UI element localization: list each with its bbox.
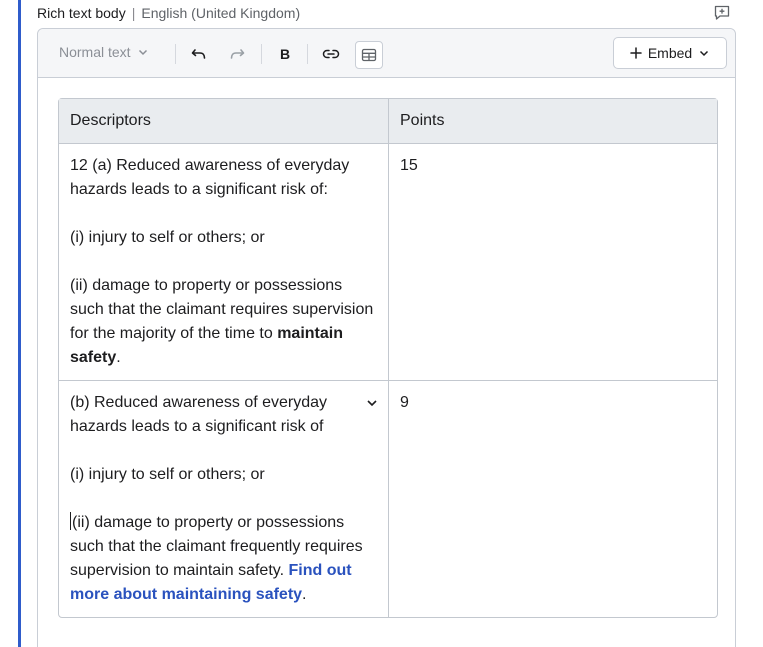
embed-label: Embed xyxy=(647,45,693,61)
text-cursor xyxy=(70,512,71,530)
descriptor-table[interactable] xyxy=(58,98,718,618)
descriptor-text: (ii) damage to property or possessions such that the claimant frequently requires supervision to maintain safety. Find out more about maintaining safety. xyxy=(70,514,363,603)
text-style-dropdown[interactable] xyxy=(59,44,149,60)
label-separator: | xyxy=(131,5,136,21)
link-button[interactable] xyxy=(317,41,345,67)
bold-label: B xyxy=(279,46,291,62)
table-row xyxy=(59,144,717,381)
cell-menu-chevron-icon[interactable] xyxy=(365,396,379,410)
plus-icon xyxy=(630,47,642,59)
link-icon xyxy=(322,48,340,60)
descriptor-text: (ii) damage to property or possessions such that the claimant requires supervision for the majority of the time to maintain safety. xyxy=(70,277,374,366)
locale-label: English (United Kingdom) xyxy=(141,5,301,21)
toolbar-separator xyxy=(307,44,308,64)
focus-accent-bar xyxy=(18,0,21,647)
toolbar-separator xyxy=(175,44,176,64)
toolbar-separator xyxy=(261,44,262,64)
descriptor-text: 12 (a) Reduced awareness of everyday hazards leads to a significant risk of: xyxy=(70,157,350,198)
rich-text-editor[interactable] xyxy=(37,28,736,647)
comment-plus-icon[interactable] xyxy=(713,5,731,21)
table-icon xyxy=(361,48,377,62)
descriptor-text: (i) injury to self or others; or xyxy=(70,229,265,246)
points-cell[interactable]: 9 xyxy=(400,394,409,411)
chevron-down-icon xyxy=(137,46,149,58)
field-label: Rich text body xyxy=(37,5,126,21)
undo-button[interactable] xyxy=(185,41,213,67)
descriptor-text: (b) Reduced awareness of everyday hazards leads to a significant risk of xyxy=(70,394,328,435)
embed-button[interactable] xyxy=(613,37,727,69)
table-button[interactable] xyxy=(355,41,383,69)
redo-button[interactable] xyxy=(223,41,251,67)
table-row xyxy=(59,381,717,617)
column-header-points[interactable]: Points xyxy=(389,99,717,144)
maintaining-safety-link[interactable]: Find out more about maintaining safety xyxy=(70,562,352,603)
editor-toolbar xyxy=(38,29,735,78)
bold-button[interactable] xyxy=(271,41,299,67)
points-cell[interactable]: 15 xyxy=(389,144,717,381)
bold-text: maintain safety xyxy=(70,325,343,366)
descriptor-cell[interactable] xyxy=(59,144,389,381)
chevron-down-icon xyxy=(698,47,710,59)
descriptor-cell[interactable] xyxy=(59,381,389,617)
undo-icon xyxy=(190,47,208,61)
redo-icon xyxy=(228,47,246,61)
field-header xyxy=(37,4,300,22)
descriptor-text: (i) injury to self or others; or xyxy=(70,466,265,483)
text-style-label: Normal text xyxy=(59,44,131,60)
table-header-row xyxy=(59,99,717,144)
column-header-descriptors[interactable]: Descriptors xyxy=(59,99,389,144)
